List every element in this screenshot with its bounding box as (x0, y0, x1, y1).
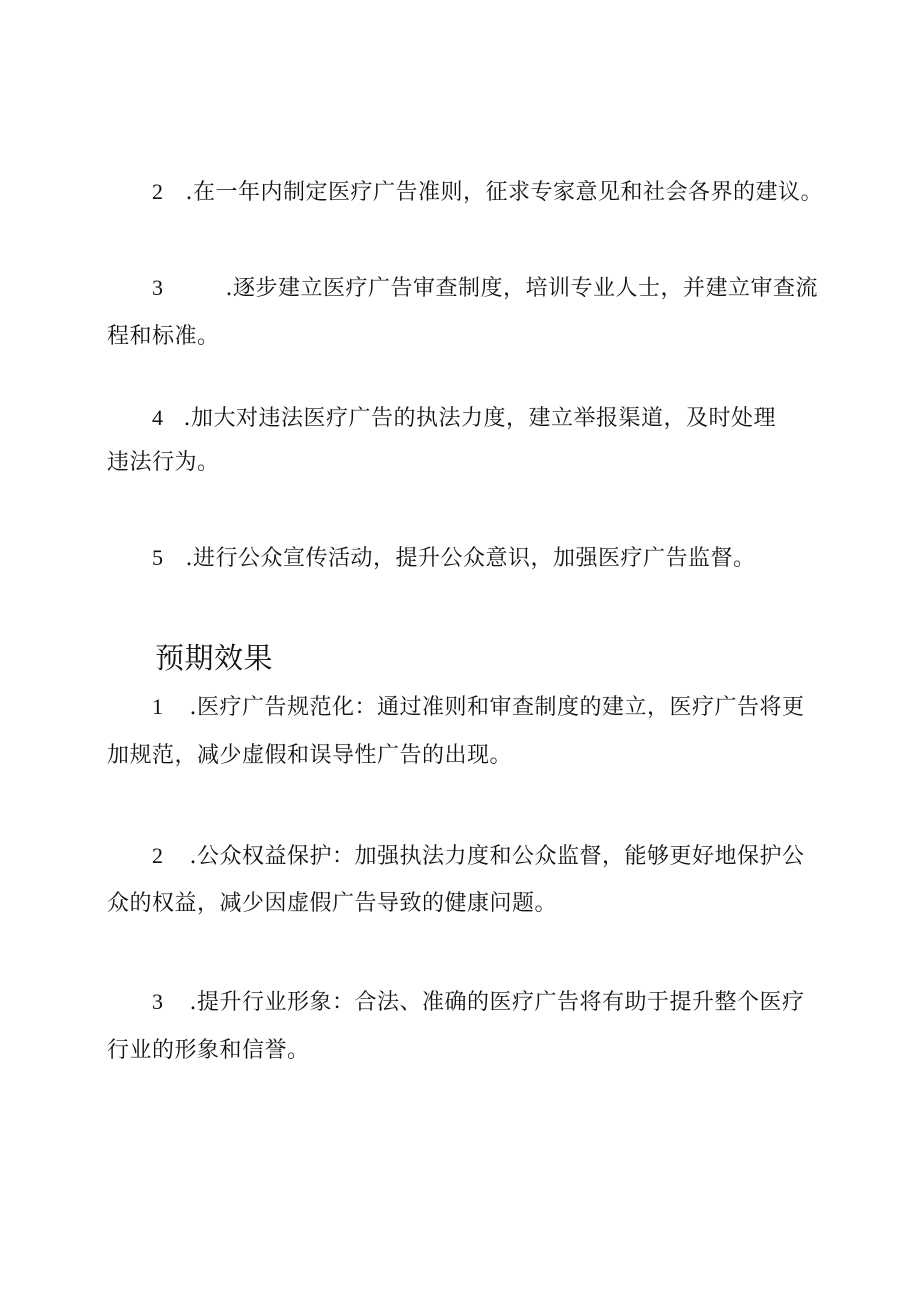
plan-step-text: .进行公众宣传活动，提升公众意识，加强医疗广告监督。 (185, 546, 756, 571)
plan-step-5 (152, 543, 756, 574)
effect-item-text: .医疗广告规范化：通过准则和审查制度的建立，医疗广告将更 (189, 695, 805, 720)
plan-step-text: .在一年内制定医疗广告准则，征求专家意见和社会各界的建议。 (185, 180, 823, 205)
effect-item-number: 3 (152, 989, 164, 1014)
plan-step-2 (152, 177, 823, 208)
effect-item-3 (152, 987, 805, 1018)
effect-item-text: 众的权益，减少因虚假广告导致的健康问题。 (107, 891, 558, 916)
effect-item-text: .提升行业形象：合法、准确的医疗广告将有助于提升整个医疗 (189, 990, 805, 1015)
plan-step-3-continuation (107, 322, 220, 352)
effect-item-number: 2 (152, 843, 164, 868)
effect-item-3-continuation (107, 1036, 310, 1066)
section-heading-expected-effects: 预期效果 (155, 641, 274, 675)
plan-step-text: 违法行为。 (107, 450, 220, 475)
plan-step-number: 4 (152, 405, 164, 430)
plan-step-text: .加大对违法医疗广告的执法力度，建立举报渠道，及时处理 (183, 406, 776, 431)
effect-item-1-continuation (107, 741, 512, 771)
effect-item-number: 1 (152, 694, 164, 719)
plan-step-number: 3 (152, 275, 164, 300)
plan-step-number: 5 (152, 545, 164, 570)
effect-item-text: 行业的形象和信誉。 (107, 1038, 310, 1063)
plan-step-4-continuation (107, 448, 220, 478)
effect-item-2-continuation (107, 889, 557, 919)
plan-step-4 (152, 403, 776, 434)
effect-item-text: .公众权益保护：加强执法力度和公众监督，能够更好地保护公 (189, 844, 805, 869)
plan-step-number: 2 (152, 179, 164, 204)
plan-step-3 (152, 273, 818, 304)
effect-item-2 (152, 841, 805, 872)
effect-item-text: 加规范，减少虚假和误导性广告的出现。 (107, 743, 513, 768)
effect-item-1 (152, 692, 805, 723)
plan-step-text: 程和标准。 (107, 324, 220, 349)
plan-step-text: .逐步建立医疗广告审查制度，培训专业人士，并建立审查流 (225, 276, 818, 301)
